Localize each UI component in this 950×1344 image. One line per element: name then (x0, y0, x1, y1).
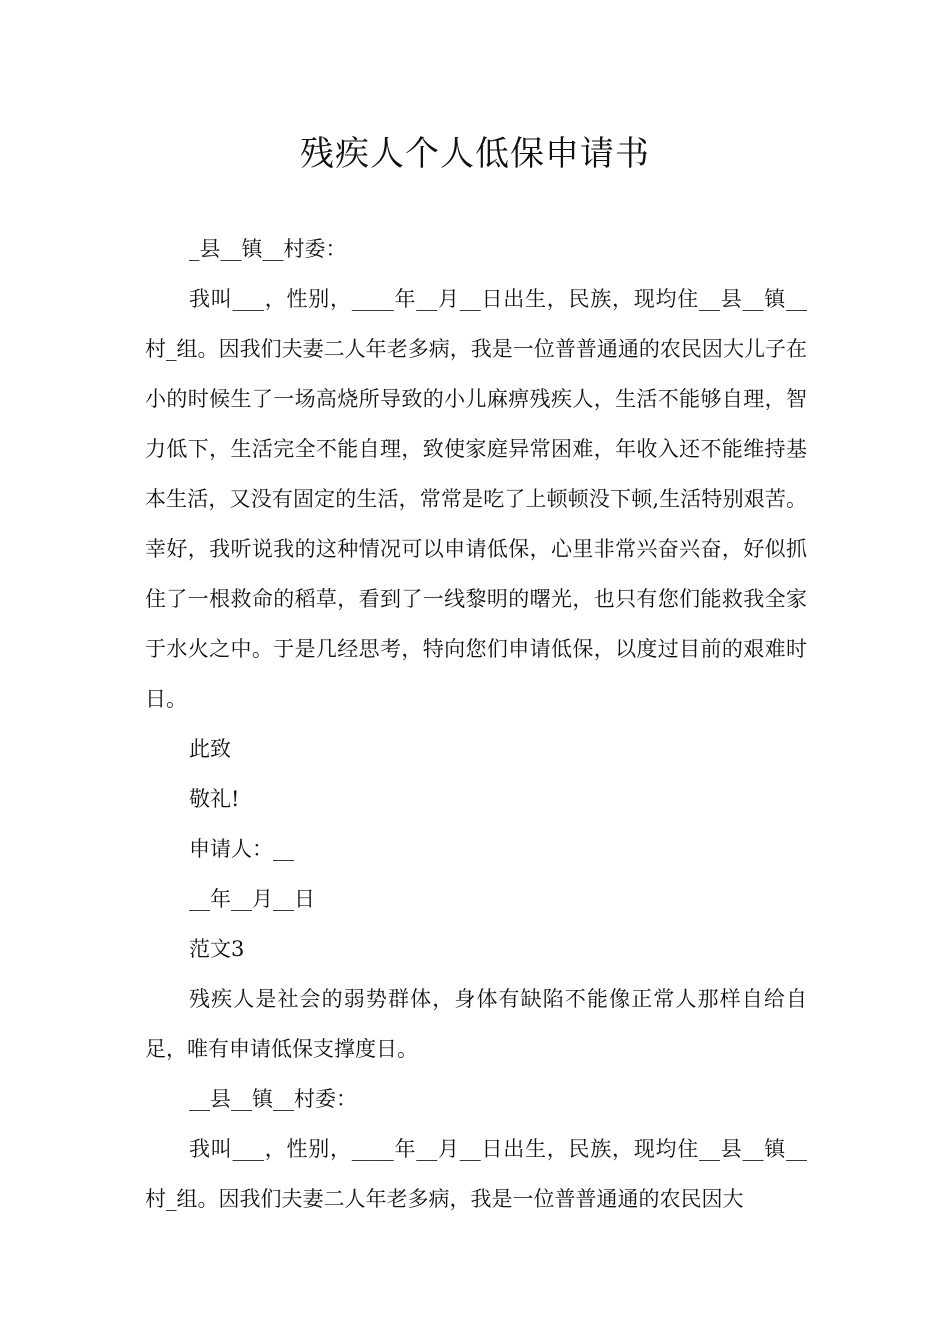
salutation-2: __县__镇__村委： (189, 1087, 357, 1111)
applicant-signature-line: 申请人：__ (189, 837, 294, 861)
body-paragraph: 我叫___，性别，____年__月__日出生，民族，现均住__县__镇__村_组。因我们夫妻二人年老多病，我是一位普普通通的农民因大儿子在小的时候生了一场高烧所导致的小儿麻痹残疾人，生活不能够自理，智力低下，生活完全不能自理，致使家庭异常困难，年收入还不能维持基本生活，又没有固定的生活，常常是吃了上顿顿没下顿,生活特别艰苦。幸好，我听说我的这种情况可以申请低保，心里非常兴奋兴奋，好似抓住了一根救命的稻草，看到了一线黎明的曙光，也只有您们能救我全家于水火之中。于是几经思考，特向您们申请低保，以度过目前的艰难时日。 (145, 287, 807, 711)
sample-heading: 范文3 (189, 937, 245, 961)
body-paragraph-2: 我叫___，性别，____年__月__日出生，民族，现均住__县__镇__村_组。因我们夫妻二人年老多病，我是一位普普通通的农民因大 (145, 1137, 807, 1211)
date-line: __年__月__日 (189, 887, 315, 911)
document-title: 残疾人个人低保申请书 (300, 134, 650, 174)
closing-salute: 敬礼! (189, 787, 240, 811)
salutation: _县__镇__村委： (189, 237, 347, 261)
closing-line: 此致 (189, 737, 231, 761)
document-body (145, 224, 807, 1224)
intro-paragraph: 残疾人是社会的弱势群体，身体有缺陷不能像正常人那样自给自足，唯有申请低保支撑度日。 (145, 987, 807, 1061)
